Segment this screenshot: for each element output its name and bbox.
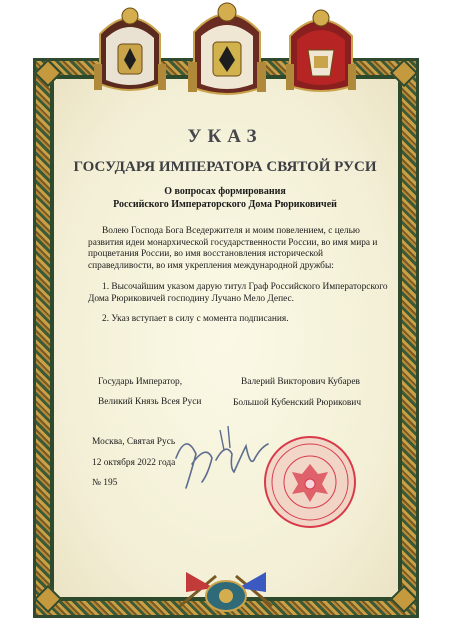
seal-stamp-icon [262,434,358,535]
coat-of-arms-left-icon [90,4,170,96]
signatory-dynastic-title: Большой Кубенский Рюрикович [233,398,362,408]
issue-place: Москва, Святая Русь [92,437,176,447]
topic-line-1: О вопросах формирования [164,186,286,197]
signatory-name: Валерий Викторович Кубарев [241,377,360,387]
decree-point-2: 2. Указ вступает в силу с момента подписания. [102,314,289,324]
topic-line-2: Российского Императорского Дома Рюриковичей [113,199,337,210]
signatory-title-line-2: Великий Князь Всея Руси [98,397,202,407]
issuer-heading: ГОСУДАРЯ ИМПЕРАТОРА СВЯТОЙ РУСИ [73,159,377,175]
signatory-title-line-1: Государь Император, [98,377,183,387]
coat-of-arms-center-icon [186,0,268,100]
decree-point-1: 1. Высочайшим указом дарую титул Граф Российского Императорского Дома Рюриковичей господину Лучано Мело Депес. [88,282,388,304]
bottom-emblem-icon [176,566,276,621]
issue-date: 12 октября 2022 года [92,458,176,468]
decree-number: № 195 [92,478,118,488]
decree-title: УКАЗ [187,126,263,147]
preamble-paragraph: Волею Господа Бога Вседержителя и моим повелением, с целью развития идеи монархической государственности России, во имя мира и процветания России, во имя восстановления исторической справедливости, во имя укрепления международной дружбы: [88,226,378,271]
coat-of-arms-right-icon [280,6,362,96]
signature-icon [172,424,272,499]
